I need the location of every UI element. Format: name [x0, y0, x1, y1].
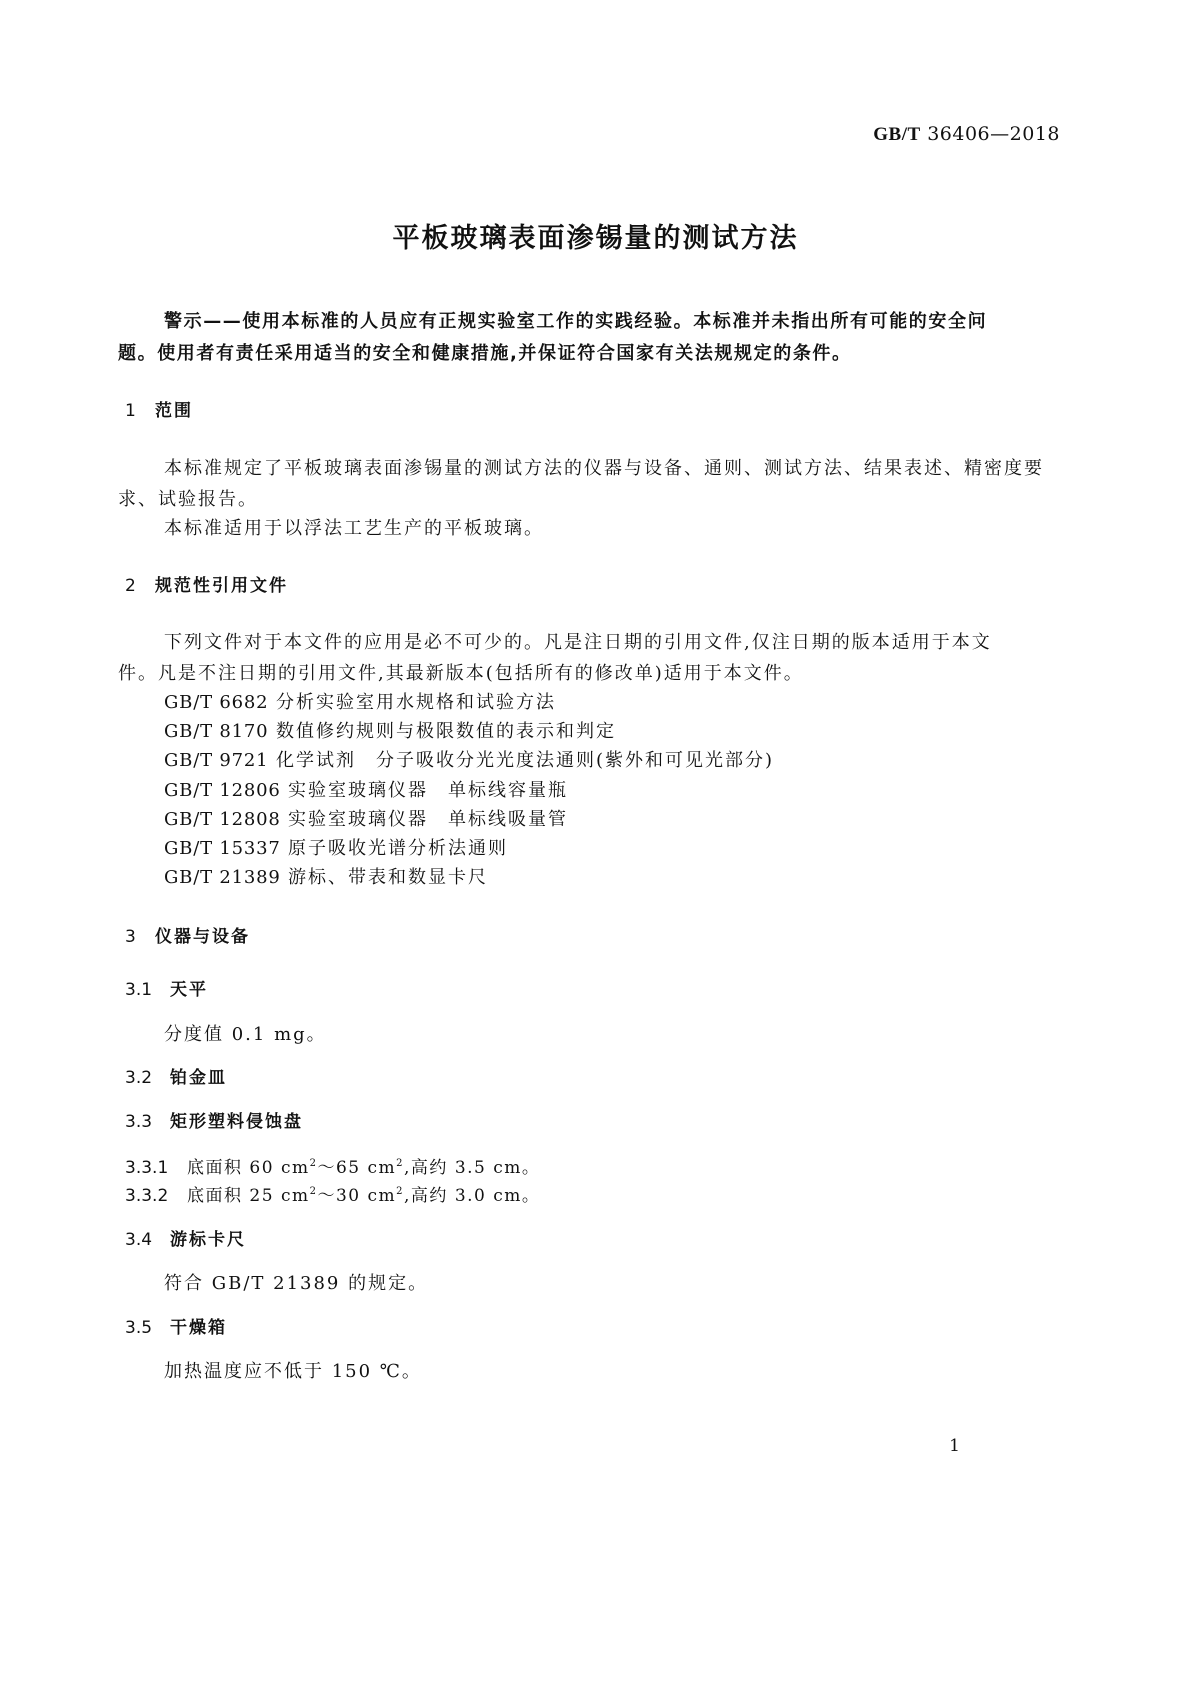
section-1-heading	[125, 396, 193, 421]
warning-line-1: 警示——使用本标准的人员应有正规实验室工作的实践经验。本标准并未指出所有可能的安全问	[164, 311, 988, 332]
page-number: 1	[949, 1436, 960, 1456]
subsection-title: 干燥箱	[170, 1318, 227, 1338]
superscript: 2	[309, 1158, 318, 1169]
subsection-title: 矩形塑料侵蚀盘	[170, 1112, 303, 1132]
reference-item	[164, 717, 616, 743]
reference-code: GB/T 21389	[164, 867, 281, 888]
subsection-number: 3.3.1	[125, 1158, 169, 1178]
spec-text-a: 底面积 60 cm	[187, 1158, 310, 1178]
subsection-3-1-text: 分度值 0.1 mg。	[164, 1024, 327, 1045]
subsection-3-5-text: 加热温度应不低于 150 ℃。	[164, 1361, 422, 1382]
reference-title: 数值修约规则与极限数值的表示和判定	[276, 721, 616, 742]
reference-code: GB/T 8170	[164, 721, 269, 742]
subsection-3-4-text: 符合 GB/T 21389 的规定。	[164, 1273, 429, 1294]
standard-prefix: GB/T	[873, 124, 921, 145]
subsection-title: 天平	[170, 980, 208, 1000]
subsection-number: 3.1	[125, 980, 153, 1000]
scope-paragraph-2: 本标准适用于以浮法工艺生产的平板玻璃。	[164, 518, 544, 539]
scope-paragraph-line-2: 求、试验报告。	[118, 489, 258, 510]
section-2-heading	[125, 571, 288, 596]
references-paragraph-line-2: 件。凡是不注日期的引用文件,其最新版本(包括所有的修改单)适用于本文件。	[118, 663, 804, 684]
references-paragraph-line-1: 下列文件对于本文件的应用是必不可少的。凡是注日期的引用文件,仅注日期的版本适用于本文	[164, 632, 992, 653]
superscript: 2	[396, 1158, 405, 1169]
subsection-number: 3.4	[125, 1230, 153, 1250]
reference-title: 实验室玻璃仪器 单标线吸量管	[288, 809, 568, 830]
section-number: 3	[125, 927, 136, 947]
reference-item	[164, 776, 568, 802]
subsection-3-5-heading	[125, 1313, 227, 1338]
subsection-number: 3.5	[125, 1318, 153, 1338]
spec-text-c: ,高约 3.5 cm。	[404, 1158, 541, 1178]
reference-title: 实验室玻璃仪器 单标线容量瓶	[288, 780, 568, 801]
reference-code: GB/T 12806	[164, 780, 281, 801]
reference-item	[164, 688, 556, 714]
reference-item	[164, 746, 774, 772]
subsection-3-2-heading	[125, 1063, 227, 1088]
reference-item	[164, 863, 488, 889]
section-title: 仪器与设备	[155, 927, 250, 947]
standard-number: 36406—2018	[927, 123, 1060, 145]
superscript: 2	[309, 1186, 318, 1197]
spec-text-b: ～65 cm	[317, 1158, 397, 1178]
reference-code: GB/T 12808	[164, 809, 281, 830]
section-number: 2	[125, 576, 136, 596]
section-3-heading	[125, 922, 250, 947]
subsection-number: 3.2	[125, 1068, 153, 1088]
spec-text-a: 底面积 25 cm	[187, 1186, 310, 1206]
reference-title: 游标、带表和数显卡尺	[288, 867, 488, 888]
spec-text-b: ～30 cm	[317, 1186, 397, 1206]
section-title: 范围	[155, 401, 193, 421]
reference-title: 原子吸收光谱分析法通则	[288, 838, 508, 859]
reference-item	[164, 834, 508, 860]
subsection-3-3-1	[125, 1153, 540, 1178]
subsection-title: 铂金皿	[170, 1068, 227, 1088]
reference-code: GB/T 6682	[164, 692, 269, 713]
spec-text-c: ,高约 3.0 cm。	[404, 1186, 541, 1206]
reference-code: GB/T 9721	[164, 750, 269, 771]
section-title: 规范性引用文件	[155, 576, 288, 596]
section-number: 1	[125, 401, 136, 421]
reference-title: 分析实验室用水规格和试验方法	[276, 692, 556, 713]
subsection-number: 3.3.2	[125, 1186, 169, 1206]
scope-paragraph-line-1: 本标准规定了平板玻璃表面渗锡量的测试方法的仪器与设备、通则、测试方法、结果表述、精密度要	[164, 458, 1044, 479]
document-title: 平板玻璃表面渗锡量的测试方法	[392, 223, 799, 254]
subsection-title: 游标卡尺	[170, 1230, 246, 1250]
warning-line-2: 题。使用者有责任采用适当的安全和健康措施,并保证符合国家有关法规规定的条件。	[118, 343, 852, 364]
subsection-3-3-2	[125, 1181, 540, 1206]
subsection-3-4-heading	[125, 1225, 246, 1250]
subsection-3-3-heading	[125, 1107, 303, 1132]
subsection-3-1-heading	[125, 975, 208, 1000]
standard-code	[873, 123, 1060, 146]
subsection-number: 3.3	[125, 1112, 153, 1132]
superscript: 2	[396, 1186, 405, 1197]
reference-item	[164, 805, 568, 831]
reference-code: GB/T 15337	[164, 838, 281, 859]
reference-title: 化学试剂 分子吸收分光光度法通则(紫外和可见光部分)	[276, 750, 775, 771]
